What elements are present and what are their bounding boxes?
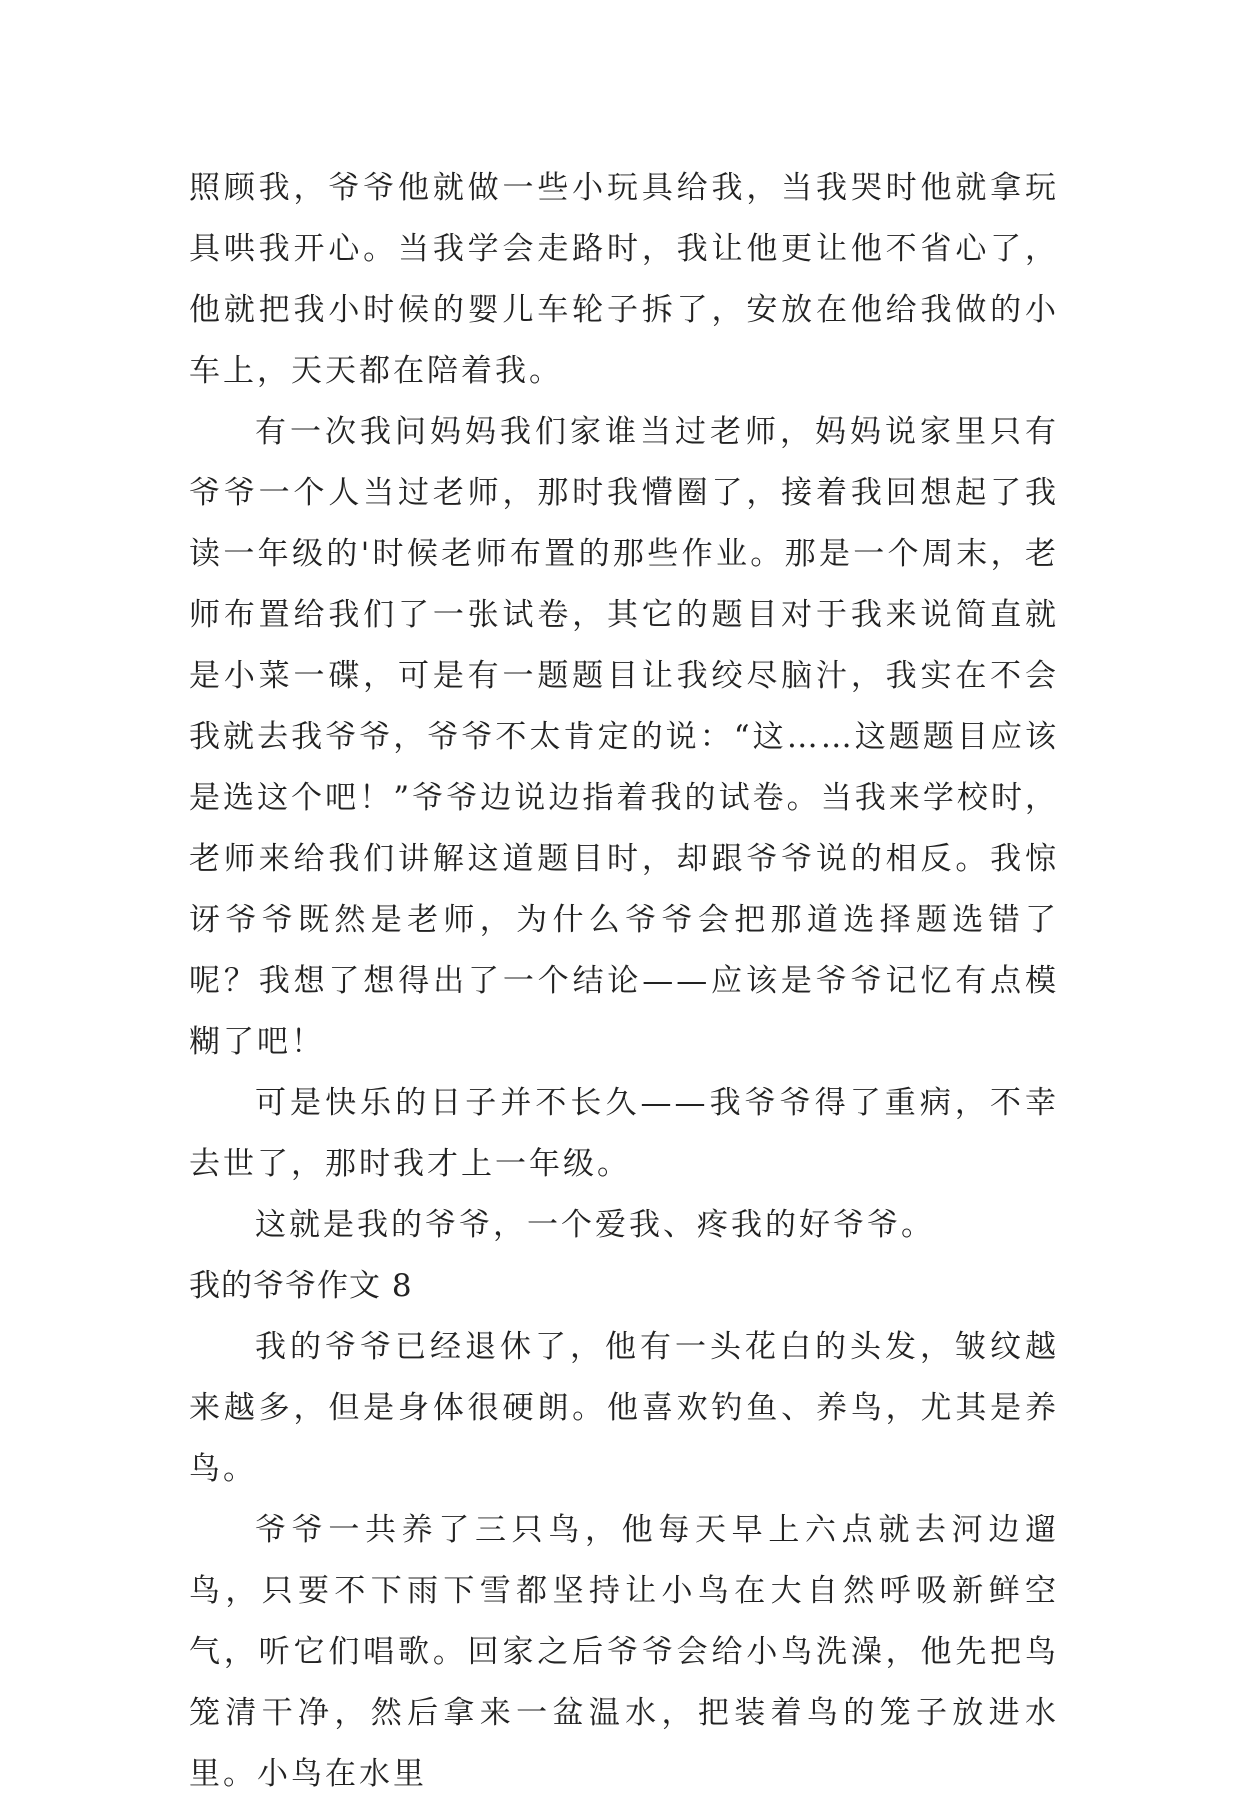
paragraph-2: 有一次我问妈妈我们家谁当过老师，妈妈说家里只有爷爷一个人当过老师，那时我懵圈了，接着我回想起了我读一年级的'时候老师布置的那些作业。那是一个周末，老师布置给我们了一张试卷，其它的题目对于我来说简直就是小菜一碟，可是有一题题目让我绞尽脑汁，我实在不会我就去我爷爷，爷爷不太肯定的说：“这……这题题目应该是选这个吧！”爷爷边说边指着我的试卷。当我来学校时，老师来给我们讲解这道题目时，却跟爷爷说的相反。我惊讶爷爷既然是老师，为什么爷爷会把那道选择题选错了呢？我想了想得出了一个结论——应该是爷爷记忆有点模糊了吧！ [189,414,1059,1060]
paragraph-1: 照顾我，爷爷他就做一些小玩具给我，当我哭时他就拿玩具哄我开心。当我学会走路时，我让他更让他不省心了，他就把我小时候的婴儿车轮子拆了，安放在他给我做的小车上，天天都在陪着我。 [189,170,1059,389]
paragraph-3: 可是快乐的日子并不长久——我爷爷得了重病，不幸去世了，那时我才上一年级。 [189,1085,1059,1182]
paragraph-4: 这就是我的爷爷，一个爱我、疼我的好爷爷。 [255,1207,935,1243]
paragraph-6: 爷爷一共养了三只鸟，他每天早上六点就去河边遛鸟，只要不下雨下雪都坚持让小鸟在大自然呼吸新鲜空气，听它们唱歌。回家之后爷爷会给小鸟洗澡，他先把鸟笼清干净，然后拿来一盆温水，把装着鸟的笼子放进水里。小鸟在水里 [189,1512,1059,1792]
document-body [189,158,1059,1805]
section-title: 我的爷爷作文 8 [189,1268,413,1304]
paragraph-5: 我的爷爷已经退休了，他有一头花白的头发，皱纹越来越多，但是身体很硬朗。他喜欢钓鱼、养鸟，尤其是养鸟。 [189,1329,1059,1487]
